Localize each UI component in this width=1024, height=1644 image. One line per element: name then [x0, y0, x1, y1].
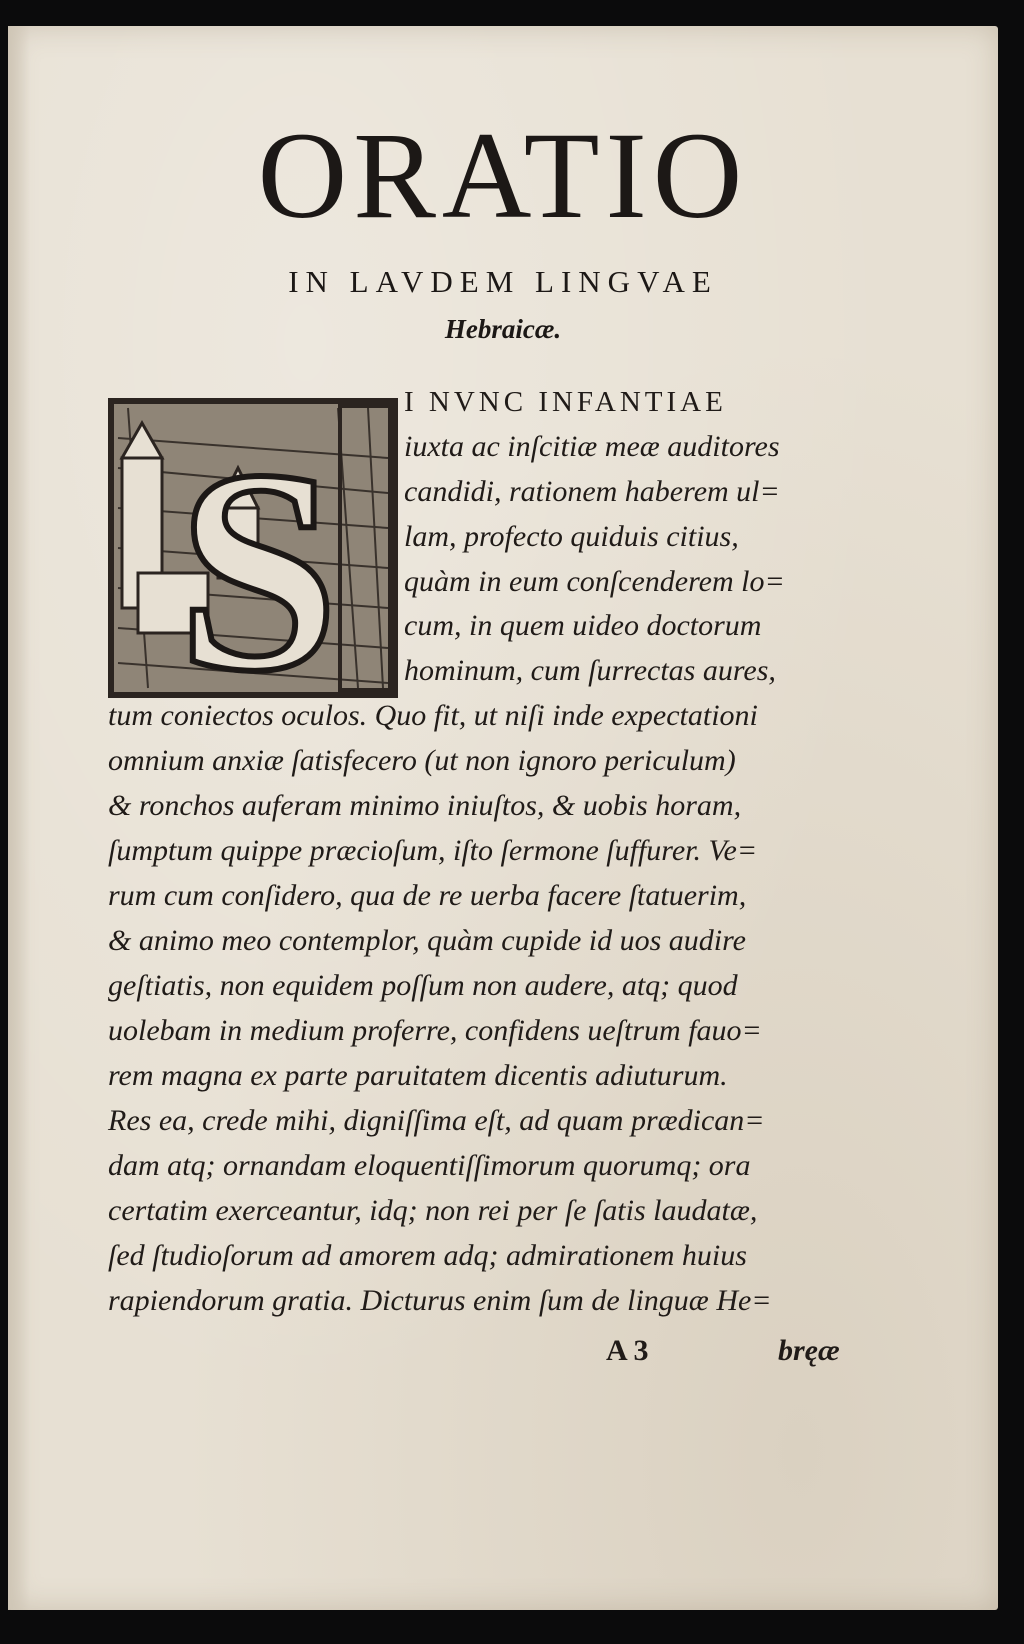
text-line: rum cum conſidero, qua de re uerba facere ſtatuerim, [108, 879, 747, 912]
text-line: & animo meo contemplor, quàm cupide id uos audire [108, 924, 746, 957]
text-line: lam, profecto quiduis citius, [404, 520, 739, 553]
woodcut-initial-s-icon [108, 398, 398, 698]
signature-mark: A 3 [606, 1334, 649, 1367]
text-line: cum, in quem uideo doctorum [404, 609, 762, 642]
text-line: quàm in eum conſcenderem lo= [404, 565, 785, 598]
page-subtitle: IN LAVDEM LINGVAE [288, 264, 718, 299]
svg-text:S: S [177, 410, 339, 698]
text-line: rem magna ex parte paruitatem dicentis adiuturum. [108, 1059, 728, 1092]
text-line: & ronchos auferam minimo iniuſtos, & uobis horam, [108, 789, 742, 822]
text-line: iuxta ac inſcitiæ meæ auditores [404, 430, 780, 463]
text-line: hominum, cum ſurrectas aures, [404, 654, 776, 687]
text-line: geſtiatis, non equidem poſſum non audere, atq; quod [108, 969, 738, 1002]
text-line: candidi, rationem haberem ul= [404, 475, 780, 508]
text-line: uolebam in medium proferre, confidens ueſtrum fauo= [108, 1014, 762, 1047]
text-line: ſumptum quippe præcioſum, iſto ſermone ſuffurer. Ve= [108, 834, 758, 867]
text-line: I NVNC INFANTIAE [404, 386, 727, 418]
catchword: bręæ [778, 1334, 840, 1367]
book-page [8, 26, 998, 1610]
text-line: dam atq; ornandam eloquentiſſimorum quorumq; ora [108, 1149, 751, 1182]
text-line: rapiendorum gratia. Dicturus enim ſum de linguæ He= [108, 1284, 772, 1317]
text-line: Res ea, crede mihi, digniſſima eſt, ad quam prædican= [108, 1104, 765, 1137]
text-line: omnium anxiæ ſatisfecero (ut non ignoro periculum) [108, 744, 736, 777]
page-subtitle-2: Hebraicæ. [444, 314, 562, 344]
text-line: certatim exerceantur, idq; non rei per ſe ſatis laudatæ, [108, 1194, 758, 1227]
text-line: ſed ſtudioſorum ad amorem adq; admirationem huius [108, 1239, 747, 1272]
page-title: ORATIO [257, 107, 749, 244]
text-line: tum coniectos oculos. Quo fit, ut niſi inde expectationi [108, 699, 758, 732]
